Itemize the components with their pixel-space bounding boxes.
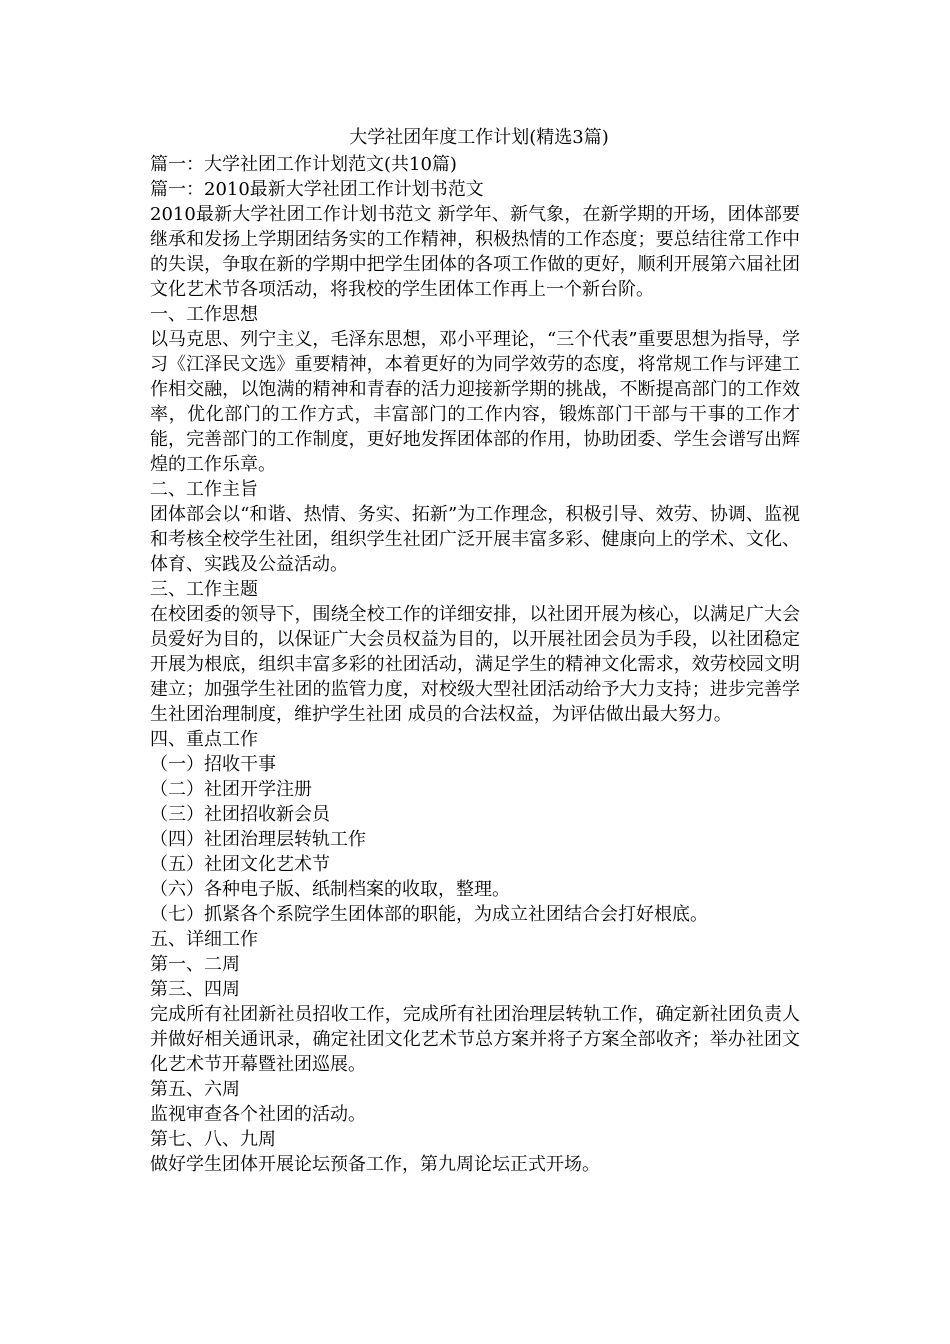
document-page <box>150 126 800 1177</box>
section-heading-3: 三、工作主题 <box>150 579 258 600</box>
list-item: （二）社团开学注册 <box>150 779 312 800</box>
section-heading-4: 四、重点工作 <box>150 729 258 750</box>
section-paragraph-3: 在校团委的领导下，围绕全校工作的详细安排，以社团开展为核心，以满足广大会员爱好为目的，以保证广大会员权益为目的，以开展社团会员为手段，以社团稳定开展为根底，组织丰富多彩的社团活动，满足学生的精神文化需求，效劳校园文明建立；加强学生社团的监管力度，对校级大型社团活动给予大力支持；进步完善学生社团治理制度，维护学生社团 成员的合法权益，为评估做出最大努力。 <box>150 604 800 725</box>
week-heading-2: 第三、四周 <box>150 979 240 1000</box>
week-heading-1: 第一、二周 <box>150 954 240 975</box>
week-heading-3: 第五、六周 <box>150 1079 240 1100</box>
list-item: （六）各种电子版、纸制档案的收取，整理。 <box>150 879 510 900</box>
document-title: 大学社团年度工作计划(精选3篇) <box>349 127 609 148</box>
list-item: （一）招收干事 <box>150 754 276 775</box>
week-paragraph-4: 做好学生团体开展论坛预备工作，第九周论坛正式开场。 <box>150 1154 600 1175</box>
section-paragraph-1: 以马克思、列宁主义，毛泽东思想，邓小平理论，“三个代表”重要思想为指导，学习《江泽民文选》重要精神，本着更好的为同学效劳的态度，将常规工作与评建工作相交融，以饱满的精神和青春的活力迎接新学期的挑战，不断提高部门的工作效率，优化部门的工作方式，丰富部门的工作内容，锻炼部门干部与干事的工作才能，完善部门的工作制度，更好地发挥团体部的作用，协助团委、学生会谱写出辉煌的工作乐章。 <box>150 329 800 475</box>
article-subheading: 篇一：2010最新大学社团工作计划书范文 <box>150 179 484 200</box>
week-paragraph-2: 完成所有社团新社员招收工作，完成所有社团治理层转轨工作，确定新社团负责人并做好相关通讯录，确定社团文化艺术节总方案并将子方案全部收齐；举办社团文化艺术节开幕暨社团巡展。 <box>150 1004 800 1075</box>
list-item: （七）抓紧各个系院学生团体部的职能，为成立社团结合会打好根底。 <box>150 904 708 925</box>
section-heading-1: 一、工作思想 <box>150 304 258 325</box>
list-item: （三）社团招收新会员 <box>150 804 330 825</box>
article-heading: 篇一：大学社团工作计划范文(共10篇) <box>150 154 457 175</box>
week-paragraph-3: 监视审查各个社团的活动。 <box>150 1104 366 1125</box>
intro-paragraph: 2010最新大学社团工作计划书范文 新学年、新气象，在新学期的开场，团体部要继承和发扬上学期团结务实的工作精神，积极热情的工作态度；要总结往常工作中的失误，争取在新的学期中把学生团体的各项工作做的更好，顺利开展第六届社团文化艺术节各项活动，将我校的学生团体工作再上一个新台阶。 <box>150 204 800 300</box>
section-paragraph-2: 团体部会以“和谐、热情、务实、拓新”为工作理念，积极引导、效劳、协调、监视和考核全校学生社团，组织学生社团广泛开展丰富多彩、健康向上的学术、文化、体育、实践及公益活动。 <box>150 504 800 575</box>
section-heading-2: 二、工作主旨 <box>150 479 258 500</box>
week-heading-4: 第七、八、九周 <box>150 1129 276 1150</box>
section-heading-5: 五、详细工作 <box>150 929 258 950</box>
list-item: （四）社团治理层转轨工作 <box>150 829 366 850</box>
list-item: （五）社团文化艺术节 <box>150 854 330 875</box>
